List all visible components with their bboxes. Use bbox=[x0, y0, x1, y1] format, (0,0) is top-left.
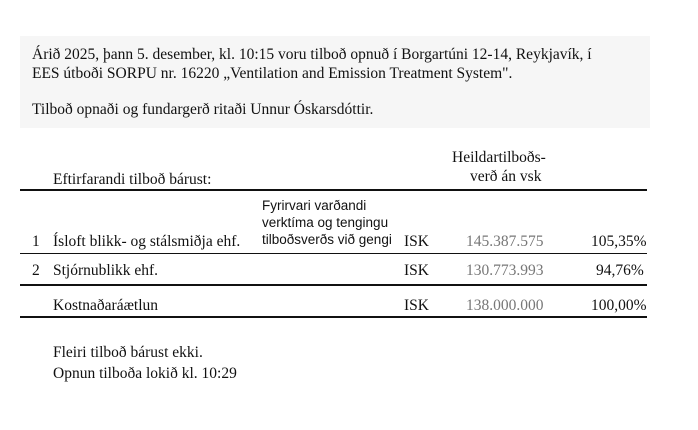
intro-line-2: EES útboði SORPU nr. 16220 „Ventilation and Emission Treatment System". bbox=[32, 65, 513, 82]
row-2-number: 2 bbox=[32, 262, 40, 279]
header-total-line-1: Heildartilboðs- bbox=[452, 149, 546, 166]
row-2-amount: 130.773.993 bbox=[466, 262, 544, 279]
estimate-label: Kostnaðaráætlun bbox=[53, 297, 159, 314]
row-1-percent: 105,35% bbox=[591, 233, 647, 250]
row-1-amount: 145.387.575 bbox=[466, 233, 544, 250]
estimate-percent: 100,00% bbox=[591, 297, 647, 314]
row-1-note-line-2: verktíma og tengingu bbox=[262, 215, 389, 230]
header-total-line-2: verð án vsk bbox=[470, 168, 542, 185]
row-2-currency: ISK bbox=[404, 262, 429, 279]
estimate-amount: 138.000.000 bbox=[466, 297, 544, 314]
row-1-note-line-1: Fyrirvari varðandi bbox=[262, 198, 367, 213]
header-bids-received: Eftirfarandi tilboð bárust: bbox=[53, 171, 212, 188]
row-1-currency: ISK bbox=[404, 233, 429, 250]
row-1-number: 1 bbox=[32, 233, 40, 250]
row-1-rule bbox=[20, 253, 647, 254]
footer-line-2: Opnun tilboða lokið kl. 10:29 bbox=[53, 365, 237, 382]
row-1-bidder: Ísloft blikk- og stálsmiðja ehf. bbox=[53, 233, 241, 250]
estimate-currency: ISK bbox=[404, 297, 429, 314]
row-2-percent: 94,76% bbox=[596, 262, 644, 279]
estimate-rule bbox=[20, 316, 647, 318]
footer-line-1: Fleiri tilboð bárust ekki. bbox=[53, 344, 203, 361]
header-rule bbox=[20, 189, 647, 191]
row-2-bidder: Stjórnublikk ehf. bbox=[53, 262, 159, 279]
intro-line-1: Árið 2025, þann 5. desember, kl. 10:15 voru tilboð opnuð í Borgartúni 12-14, Reykjavík, í bbox=[32, 46, 592, 63]
intro-line-3: Tilboð opnaði og fundargerð ritaði Unnur Óskarsdóttir. bbox=[32, 101, 374, 118]
row-1-note-line-3: tilboðsverðs við gengi bbox=[262, 232, 392, 247]
row-2-rule bbox=[20, 284, 647, 286]
